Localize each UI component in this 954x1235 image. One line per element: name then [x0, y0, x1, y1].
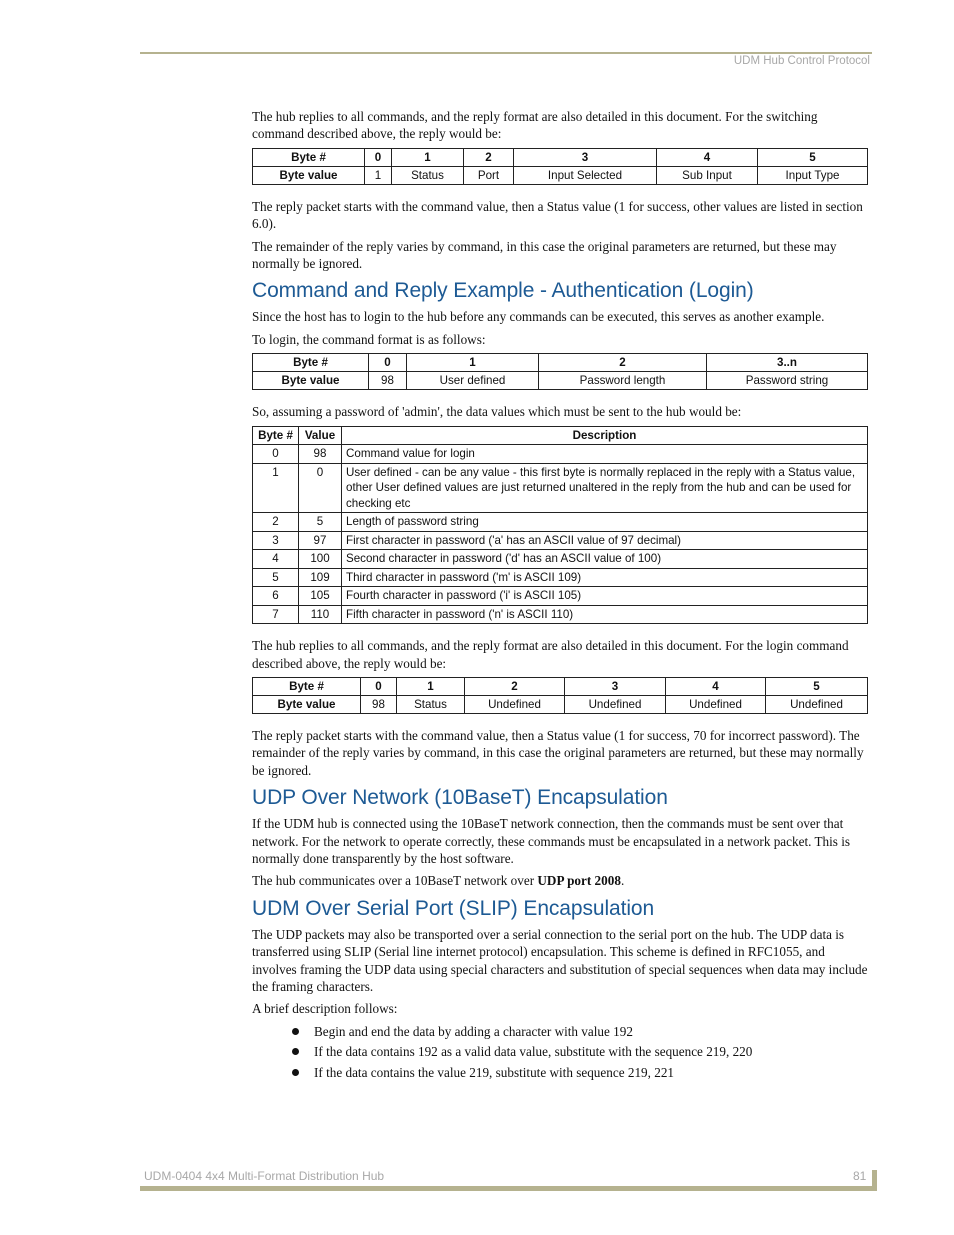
table-cell: First character in password ('a' has an ASCII value of 97 decimal)	[342, 531, 868, 550]
table-cell: Byte value	[253, 695, 361, 713]
table-cell: 5	[766, 677, 868, 695]
table-cell: Command value for login	[342, 445, 868, 464]
list-item	[292, 1064, 868, 1081]
udp-port-value: UDP port 2008	[537, 873, 621, 889]
slip-bullet-list	[292, 1023, 868, 1081]
remainder-paragraph: The remainder of the reply varies by command, in this case the original parameters are returned, but these may normally be ignored.	[252, 238, 837, 272]
table-cell: Fourth character in password ('i' is ASCII 105)	[342, 587, 868, 606]
login-paragraph: Since the host has to login to the hub before any commands can be executed, this serves as another example.	[252, 309, 825, 325]
table-cell: Status	[392, 166, 464, 184]
table-cell: 105	[299, 587, 342, 606]
table-cell: 2	[465, 677, 565, 695]
table-header-row	[253, 426, 868, 445]
table-cell: 1	[253, 463, 299, 513]
table-cell: 97	[299, 531, 342, 550]
table-cell: Byte #	[253, 677, 361, 695]
table-row	[253, 463, 868, 513]
login-command-table	[252, 353, 868, 390]
list-item	[292, 1043, 868, 1060]
table-cell: 100	[299, 550, 342, 569]
table-cell: 0	[365, 148, 392, 166]
switch-reply-table	[252, 148, 868, 185]
table-cell: 110	[299, 605, 342, 624]
table-cell: User defined - can be any value - this first byte is normally replaced in the reply with a Status value, other User defined values are just returned unaltered in the reply from the hub and can be used for checking etc	[342, 463, 868, 513]
table-cell: 4	[657, 148, 758, 166]
table-cell: User defined	[407, 372, 539, 390]
list-item	[292, 1023, 868, 1040]
table-row	[253, 568, 868, 587]
slip-brief-paragraph: A brief description follows:	[252, 1001, 398, 1017]
table-cell: Sub Input	[657, 166, 758, 184]
table-cell: 3	[253, 531, 299, 550]
table-cell: 2	[539, 354, 707, 372]
table-cell: 109	[299, 568, 342, 587]
table-cell: 98	[299, 445, 342, 464]
reply-paragraph: The reply packet starts with the command value, then a Status value (1 for success, other values are listed in section 6.0).	[252, 198, 863, 232]
footer-rule	[140, 1186, 875, 1191]
table-cell: Byte #	[253, 354, 369, 372]
table-cell: 0	[361, 677, 397, 695]
table-row	[253, 677, 868, 695]
table-cell: Undefined	[666, 695, 766, 713]
table-row	[253, 513, 868, 532]
table-cell: 3..n	[707, 354, 868, 372]
table-cell: 1	[392, 148, 464, 166]
table-row	[253, 531, 868, 550]
table-cell: Port	[464, 166, 514, 184]
table-cell: 0	[253, 445, 299, 464]
table-cell: 3	[565, 677, 666, 695]
udp-paragraph: If the UDM hub is connected using the 10BaseT network connection, then the commands must be sent over that network. For the network to operate correctly, these commands must be encapsulated in a network packet. This is normally done transparently by the host software.	[252, 816, 851, 866]
table-cell: Input Type	[758, 166, 868, 184]
table-row	[253, 550, 868, 569]
table-cell: Undefined	[465, 695, 565, 713]
login-reply-remainder-paragraph: The reply packet starts with the command value, then a Status value (1 for success, 70 for incorrect password). The remainder of the reply varies by command, in this case the original parameters are returned, but these may normally be ignored.	[252, 727, 864, 778]
table-cell: Byte value	[253, 166, 365, 184]
table-cell: 0	[299, 463, 342, 513]
table-cell: Password string	[707, 372, 868, 390]
footer-page-number: 81	[853, 1169, 867, 1183]
table-row	[253, 605, 868, 624]
table-cell: 4	[666, 677, 766, 695]
bullet-icon	[292, 1028, 299, 1035]
column-header: Description	[342, 426, 868, 445]
table-cell: Input Selected	[514, 166, 657, 184]
table-cell: 0	[369, 354, 407, 372]
table-row	[253, 372, 868, 390]
list-item-text: Begin and end the data by adding a character with value 192	[314, 1023, 633, 1039]
bullet-icon	[292, 1048, 299, 1055]
page-content	[252, 108, 868, 1084]
table-cell: Undefined	[766, 695, 868, 713]
table-cell: 98	[369, 372, 407, 390]
table-cell: Byte #	[253, 148, 365, 166]
bullet-icon	[292, 1069, 299, 1076]
table-cell: Second character in password ('d' has an ASCII value of 100)	[342, 550, 868, 569]
table-cell: 2	[253, 513, 299, 532]
section-heading-udp: UDP Over Network (10BaseT) Encapsulation	[252, 786, 668, 810]
login-bytes-table	[252, 426, 868, 625]
table-cell: Third character in password ('m' is ASCII 109)	[342, 568, 868, 587]
table-cell: 3	[514, 148, 657, 166]
table-cell: Status	[397, 695, 465, 713]
table-cell: 98	[361, 695, 397, 713]
table-cell: 4	[253, 550, 299, 569]
udp-port-prefix: The hub communicates over a 10BaseT network over	[252, 873, 538, 889]
table-row	[253, 695, 868, 713]
running-header: UDM Hub Control Protocol	[733, 55, 870, 67]
table-cell: Length of password string	[342, 513, 868, 532]
table-row	[253, 354, 868, 372]
table-cell: Password length	[539, 372, 707, 390]
table-cell: 1	[407, 354, 539, 372]
table-cell: Undefined	[565, 695, 666, 713]
column-header: Value	[299, 426, 342, 445]
slip-paragraph: The UDP packets may also be transported over a serial connection to the serial port on the hub. The UDP data is transferred using SLIP (Serial line internet protocol) encapsulation. This scheme is defined in RFC1055, and involves framing the UDP data using special characters and substitution of special sequences when data may include the framing characters.	[252, 926, 868, 995]
table-cell: 5	[253, 568, 299, 587]
udp-port-paragraph	[252, 872, 868, 889]
table-cell: 7	[253, 605, 299, 624]
section-heading-login: Command and Reply Example - Authentication (Login)	[252, 279, 754, 303]
login-reply-table	[252, 677, 868, 714]
list-item-text: If the data contains the value 219, substitute with sequence 219, 221	[314, 1064, 675, 1080]
table-cell: 2	[464, 148, 514, 166]
table-cell: 5	[299, 513, 342, 532]
table-row	[253, 587, 868, 606]
table-row	[253, 148, 868, 166]
table-cell: 5	[758, 148, 868, 166]
list-item-text: If the data contains 192 as a valid data value, substitute with the sequence 219, 220	[314, 1044, 753, 1060]
column-header: Byte #	[253, 426, 299, 445]
table-cell: Fifth character in password ('n' is ASCII 110)	[342, 605, 868, 624]
login-format-paragraph: To login, the command format is as follows:	[252, 331, 486, 347]
table-row	[253, 166, 868, 184]
footer-doc-title: UDM-0404 4x4 Multi-Format Distribution Hub	[144, 1169, 385, 1183]
table-cell: 6	[253, 587, 299, 606]
udp-port-suffix: .	[620, 873, 625, 889]
table-cell: 1	[397, 677, 465, 695]
admin-paragraph: So, assuming a password of 'admin', the data values which must be sent to the hub would be:	[252, 404, 742, 420]
table-cell: Byte value	[253, 372, 369, 390]
login-reply-paragraph: The hub replies to all commands, and the reply format are also detailed in this document. For the login command described above, the reply would be:	[252, 638, 849, 671]
header-rule	[140, 52, 872, 54]
footer-rule-corner	[872, 1170, 877, 1191]
table-cell: 1	[365, 166, 392, 184]
intro-paragraph: The hub replies to all commands, and the reply format are also detailed in this document. For the switching command described above, the reply would be:	[252, 109, 818, 142]
table-row	[253, 445, 868, 464]
section-heading-slip: UDM Over Serial Port (SLIP) Encapsulation	[252, 896, 655, 920]
